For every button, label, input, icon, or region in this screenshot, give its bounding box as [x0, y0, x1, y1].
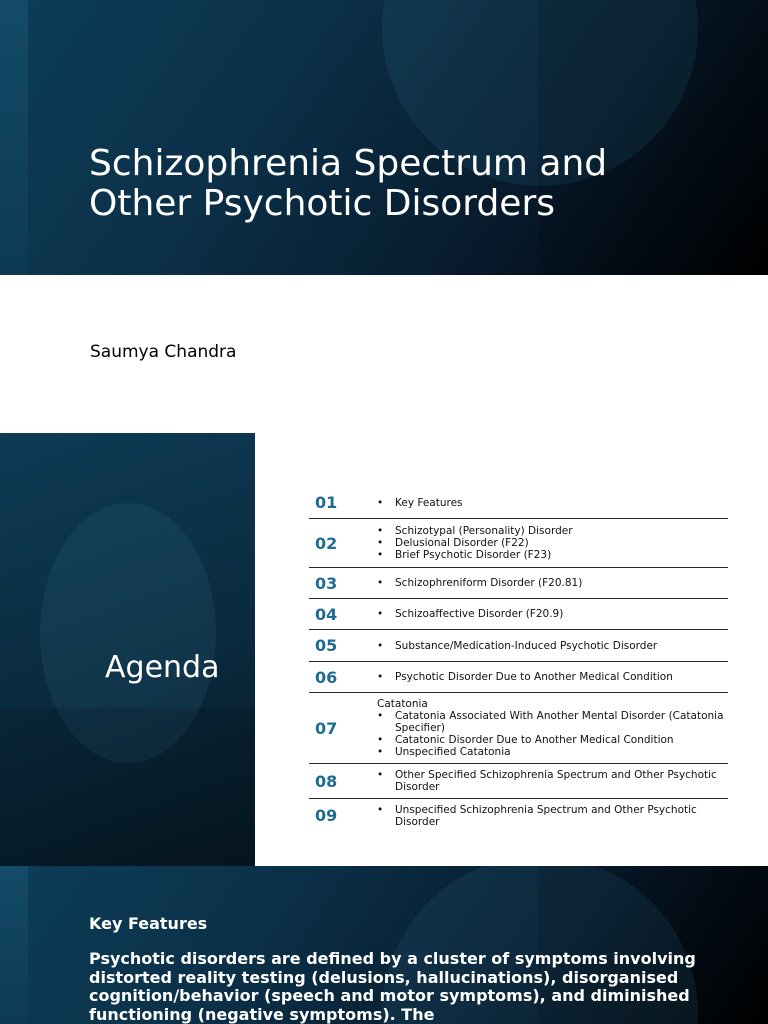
agenda-number: 03	[315, 573, 338, 593]
agenda-item: • Psychotic Disorder Due to Another Medical Condition	[375, 671, 728, 683]
agenda-item: • Unspecified Catatonia	[375, 746, 728, 758]
agenda-table	[309, 487, 728, 832]
title-line-1: Schizophrenia Spectrum and	[89, 143, 608, 184]
agenda-row-04	[309, 599, 728, 630]
agenda-number: 07	[315, 718, 338, 738]
agenda-row-06	[309, 662, 728, 693]
agenda-item: • Schizotypal (Personality) Disorder	[375, 525, 728, 537]
agenda-row-02	[309, 519, 728, 568]
decorative-panel	[0, 708, 255, 866]
agenda-item: • Key Features	[375, 497, 728, 509]
title-slide	[0, 0, 768, 275]
agenda-number: 08	[315, 771, 338, 791]
agenda-number: 04	[315, 604, 338, 624]
author-name: Saumya Chandra	[90, 342, 237, 362]
agenda-item: • Delusional Disorder (F22)	[375, 537, 728, 549]
agenda-row-03	[309, 568, 728, 599]
agenda-title: Agenda	[105, 650, 220, 685]
agenda-number: 09	[315, 806, 338, 825]
agenda-item: • Schizophreniform Disorder (F20.81)	[375, 577, 728, 589]
decorative-panel	[538, 0, 768, 275]
agenda-row-08	[309, 764, 728, 799]
agenda-row-05	[309, 630, 728, 662]
title-line-2: Other Psychotic Disorders	[89, 183, 556, 224]
agenda-item: • Schizoaffective Disorder (F20.9)	[375, 608, 728, 620]
agenda-item: • Catatonic Disorder Due to Another Medical Condition	[375, 734, 728, 746]
slide-edge-band	[0, 0, 28, 275]
agenda-number: 02	[315, 533, 338, 553]
agenda-row-09	[309, 799, 728, 832]
agenda-item: • Catatonia Associated With Another Mental Disorder (Catatonia Specifier)	[375, 710, 728, 734]
agenda-item: • Brief Psychotic Disorder (F23)	[375, 549, 728, 561]
agenda-item: • Substance/Medication-Induced Psychotic Disorder	[375, 640, 728, 652]
agenda-number: 05	[315, 636, 338, 655]
key-features-body: Psychotic disorders are defined by a cluster of symptoms involving distorted reality testing (delusions, hallucinations), disorganised cognition/behavior (speech and motor symptoms), and diminished functioning (negative symptoms). The	[89, 949, 696, 1024]
agenda-item: • Other Specified Schizophrenia Spectrum and Other Psychotic Disorder	[375, 769, 728, 793]
agenda-group-label: Catatonia	[377, 698, 428, 710]
agenda-number: 01	[315, 493, 338, 512]
presentation-title	[89, 144, 709, 224]
slide-edge-band	[0, 866, 28, 1024]
agenda-item: • Unspecified Schizophrenia Spectrum and Other Psychotic Disorder	[375, 804, 728, 828]
agenda-row-07	[309, 693, 728, 764]
key-features-heading: Key Features	[89, 914, 208, 933]
agenda-row-01	[309, 487, 728, 519]
agenda-number: 06	[315, 667, 338, 687]
